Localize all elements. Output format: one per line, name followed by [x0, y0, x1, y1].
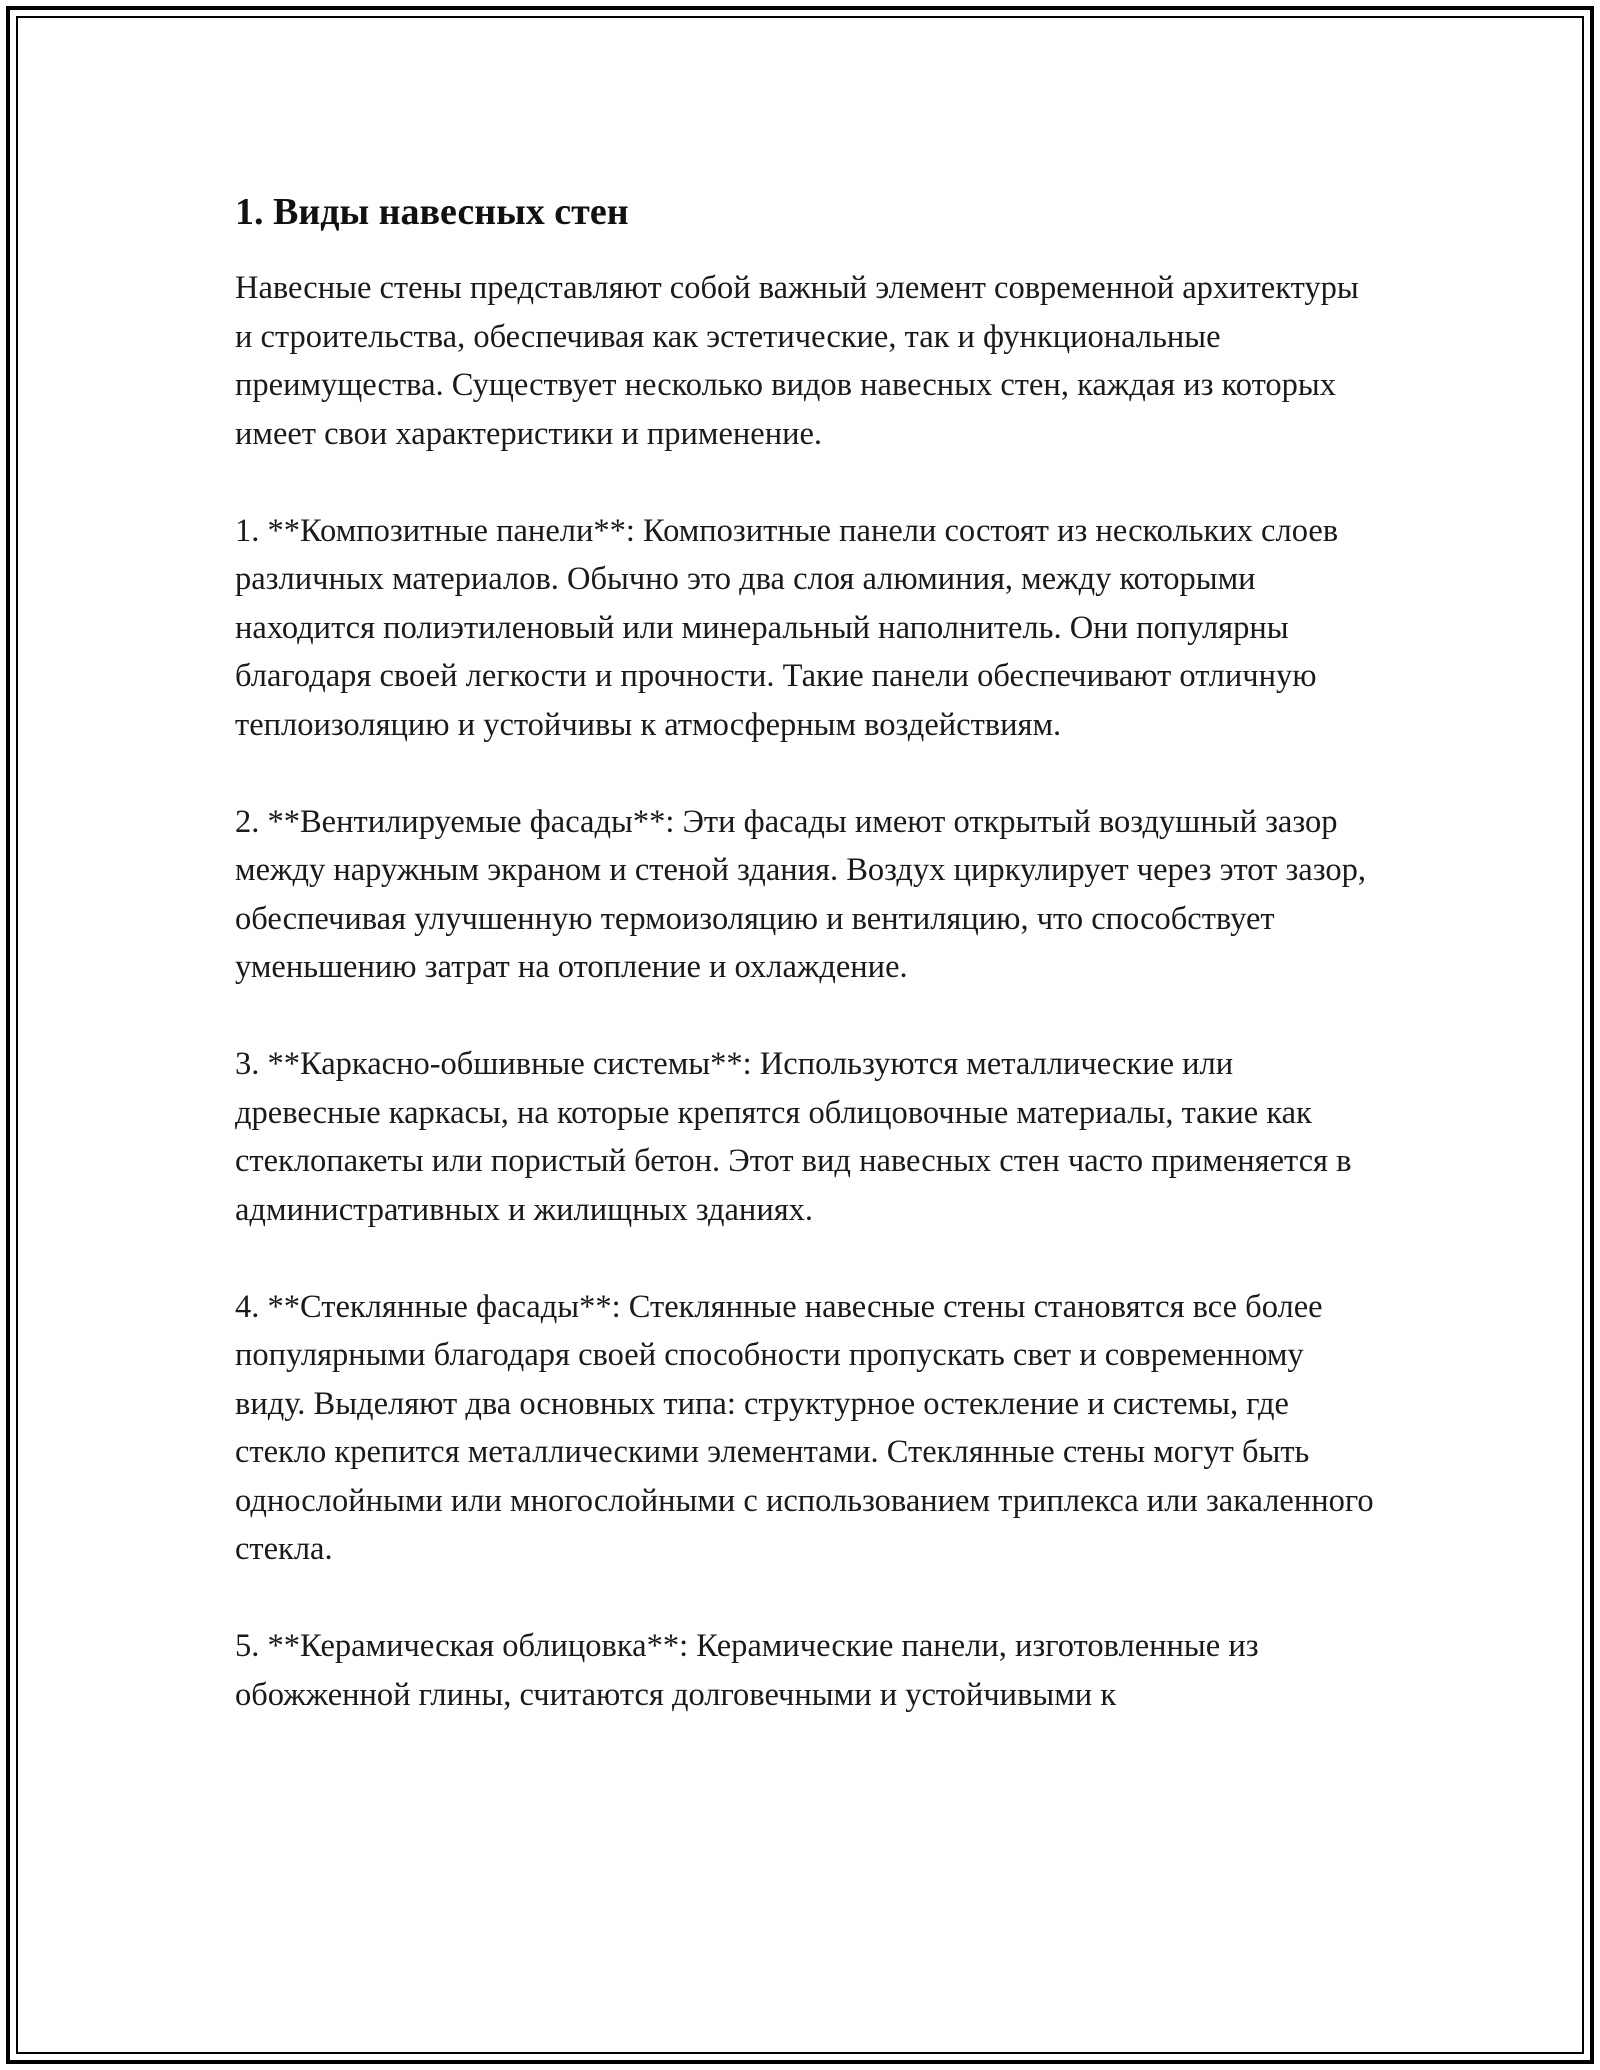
list-item-ceramic-cladding: 5. **Керамическая облицовка**: Керамические панели, изготовленные из обожженной глины, считаются долговечными и устойчивыми к [235, 1628, 1259, 1713]
intro-paragraph: Навесные стены представляют собой важный элемент современной архитектуры и строительства, обеспечивая как эстетические, так и функциональные преимущества. Существует несколько видов навесных стен, каждая из которых имеет свои характеристики и применение. [235, 270, 1359, 452]
section-heading: 1. Виды навесных стен [235, 191, 629, 233]
list-item-ventilated-facades: 2. **Вентилируемые фасады**: Эти фасады имеют открытый воздушный зазор между наружным экраном и стеной здания. Воздух циркулирует через этот зазор, обеспечивая улучшенную термоизоляцию и вентиляцию, что способствует уменьшению затрат на отопление и охлаждение. [235, 803, 1366, 985]
document-body [235, 188, 1375, 1719]
list-item-composite-panels: 1. **Композитные панели**: Композитные панели состоят из нескольких слоев различных материалов. Обычно это два слоя алюминия, между которыми находится полиэтиленовый или минеральный наполнитель. Они популярны благодаря своей легкости и прочности. Такие панели обеспечивают отличную теплоизоляцию и устойчивы к атмосферным воздействиям. [235, 512, 1339, 743]
list-item-glass-facades: 4. **Стеклянные фасады**: Стеклянные навесные стены становятся все более популярными благодаря своей способности пропускать свет и современному виду. Выделяют два основных типа: структурное остекление и системы, где стекло крепится металлическими элементами. Стеклянные стены могут быть однослойными или многослойными с использованием триплекса или закаленного стекла. [235, 1288, 1374, 1567]
list-item-frame-cladding-systems: 3. **Каркасно-обшивные системы**: Используются металлические или древесные каркасы, на которые крепятся облицовочные материалы, такие как стеклопакеты или пористый бетон. Этот вид навесных стен часто применяется в административных и жилищных зданиях. [235, 1046, 1352, 1228]
